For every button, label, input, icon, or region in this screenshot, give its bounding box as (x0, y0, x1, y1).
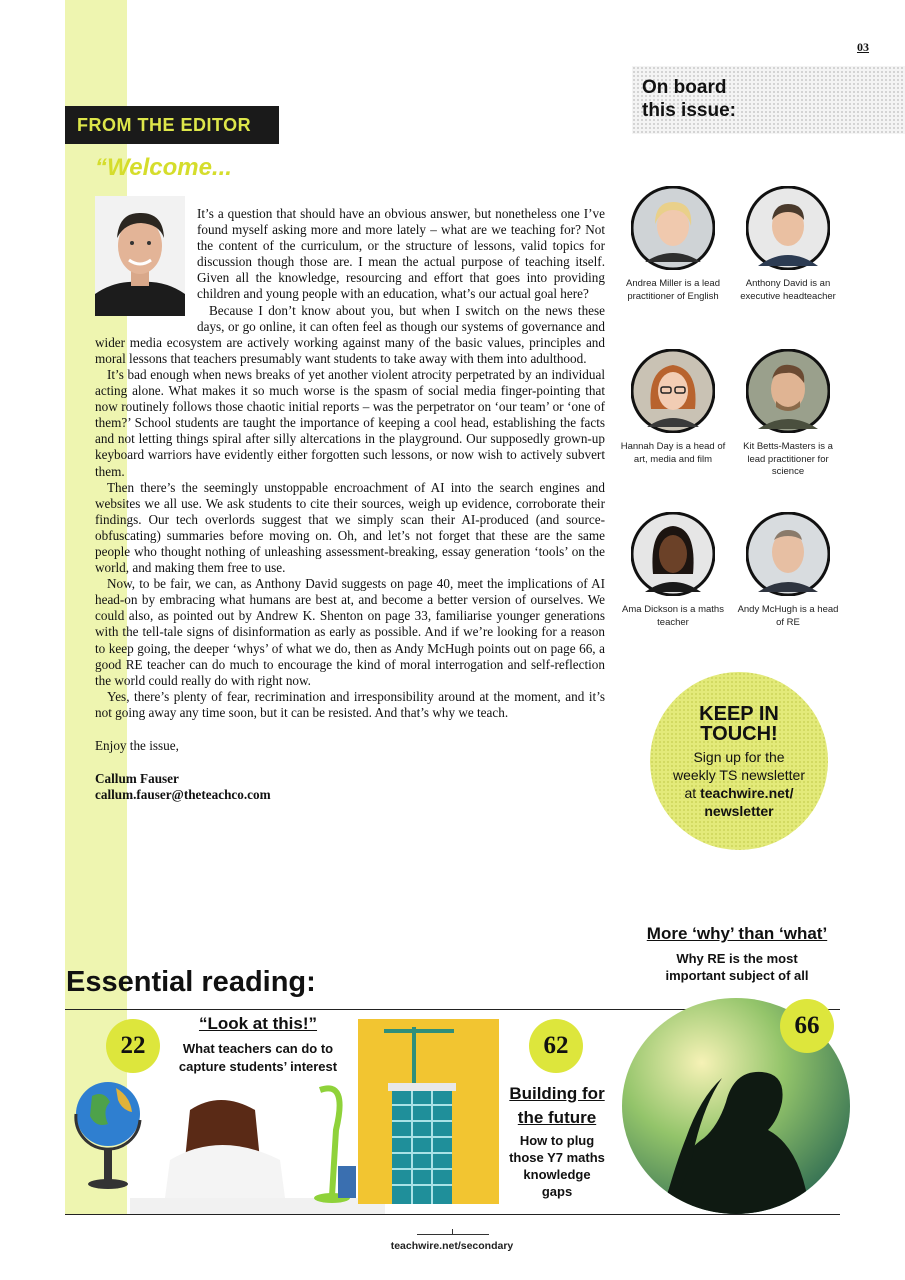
page-number: 03 (857, 40, 869, 54)
contributor-avatar (631, 512, 715, 596)
photo-spacer (95, 206, 197, 326)
page-badge-62: 62 (529, 1019, 583, 1073)
contributor-card (733, 349, 843, 479)
letter-paragraph: Yes, there’s plenty of fear, recrimination and irresponsibility around at the moment, and it’s not going away any time soon, but it can be resisted. And that’s why we teach. (95, 688, 605, 720)
letter-paragraph: It’s a question that should have an obvious answer, but nonetheless one I’ve found myself asking more and more lately – what are we teaching for? Not the content of the curriculum, or the structure of lessons, valid topics for discussion though those are. I mean the actual purpose of teaching itself. Given all the knowledge, resourcing and effort that goes into providing children and young people with an education, what’s our actual goal here? (197, 206, 605, 302)
keep-in-touch-body: Sign up for the weekly TS newsletter (672, 749, 805, 783)
page-badge-22: 22 (106, 1019, 160, 1073)
contributor-avatar (746, 349, 830, 433)
footer-tick (452, 1229, 453, 1235)
footer-line (417, 1234, 489, 1235)
editor-email[interactable]: callum.fauser@theteachco.com (95, 787, 271, 803)
keep-in-touch-circle (650, 672, 828, 850)
contributor-caption: Ama Dickson is a maths teacher (622, 604, 724, 628)
feature-title-62[interactable]: Building for the future (509, 1084, 605, 1127)
letter-paragraph: Then there’s the seemingly unstoppable encroachment of AI into the search engines and websites we all use. We ask students to cite their sources, weigh up evidence, corroborate their findings. Our tech overlords suggest that we simply scan their AI-produced (and source-obfuscating) summaries before moving on. Oh, and let’s not forget that these are the same people who thought nothing of unleashing assessment-breaking, essay generation ‘tools’ on the world, and making them free to use. (95, 479, 605, 576)
newsletter-link[interactable]: at teachwire.net/ newsletter (684, 785, 794, 819)
contributor-card (733, 512, 843, 629)
contributor-avatar (746, 512, 830, 596)
feature-22-image (70, 1070, 385, 1214)
onboard-header (632, 66, 905, 134)
letter-paragraph: Because I don’t know about you, but when I switch on the news these days, or go online, it can often feel as though our systems of governance and wider media ecosystem are actively working against many of the basic values, principles and moral lessons that teachers presumably want students to take away with them into adulthood. (95, 302, 605, 366)
contributor-caption: Andrea Miller is a lead practitioner of English (626, 278, 720, 302)
keep-in-touch-title: KEEP IN TOUCH! (699, 703, 779, 745)
letter-paragraph: Now, to be fair, we can, as Anthony David suggests on page 40, meet the implications of AI head-on by embracing what humans are best at, and become a better version of ourselves. We could also, as pointed out by Andrew K. Shenton on page 33, familiarise younger generations with the tell-tale signs of disinformation as early as possible. And if we’re looking for a reason to keep going, the deeper ‘whys’ of what we do, then as Andy McHugh points out on page 66, a good RE teacher can do much to encourage the kind of moral interrogation and self-reflection the world could really do with right now. (95, 576, 605, 688)
contributor-caption: Kit Betts-Masters is a lead practitioner for science (743, 441, 833, 477)
contributor-card (618, 512, 728, 629)
contributor-card (618, 349, 728, 466)
letter-paragraph: It’s bad enough when news breaks of yet another violent atrocity perpetrated by an individual acting alone. What makes it so much worse is the spasm of social media finger-pointing that now routinely follows those chaotic initial reports – was the perpetrator on ‘our team’ or ‘one of them?’ School students are taught the importance of keeping a cool head, establishing the facts and not letting things spiral after silly altercations in the playground. Our supposedly grown-up keyboard warriors have evidently either forgotten such lessons, or now wish to actively subvert them. (95, 366, 605, 479)
feature-62-image (358, 1019, 499, 1204)
contributor-avatar (631, 186, 715, 270)
page-badge-66: 66 (780, 999, 834, 1053)
editor-letter (95, 206, 605, 803)
contributor-avatar (631, 349, 715, 433)
welcome-heading: “Welcome... (95, 154, 232, 181)
contributor-caption: Anthony David is an executive headteacher (740, 278, 836, 302)
footer-url[interactable]: teachwire.net/secondary (390, 1240, 514, 1252)
contributor-avatar (746, 186, 830, 270)
essential-reading-title: Essential reading: (66, 966, 316, 998)
feature-title-22[interactable]: “Look at this!” (198, 1014, 318, 1033)
from-the-editor-label: FROM THE EDITOR (65, 106, 279, 144)
signoff: Enjoy the issue, (95, 738, 179, 753)
feature-title-66[interactable]: More ‘why’ than ‘what’ (646, 924, 828, 943)
onboard-title: On board this issue: (642, 77, 736, 121)
feature-subtitle-62: How to plug those Y7 maths knowledge gaps (509, 1133, 605, 1199)
contributor-caption: Andy McHugh is a head of RE (737, 604, 839, 628)
contributor-card (618, 186, 728, 303)
feature-subtitle-22: What teachers can do to capture students’ interest (178, 1041, 338, 1074)
contributor-card (733, 186, 843, 303)
editor-name: Callum Fauser (95, 771, 179, 787)
bottom-rule (65, 1214, 840, 1215)
feature-subtitle-66: Why RE is the most important subject of all (665, 951, 809, 983)
contributor-caption: Hannah Day is a head of art, media and film (620, 441, 726, 465)
